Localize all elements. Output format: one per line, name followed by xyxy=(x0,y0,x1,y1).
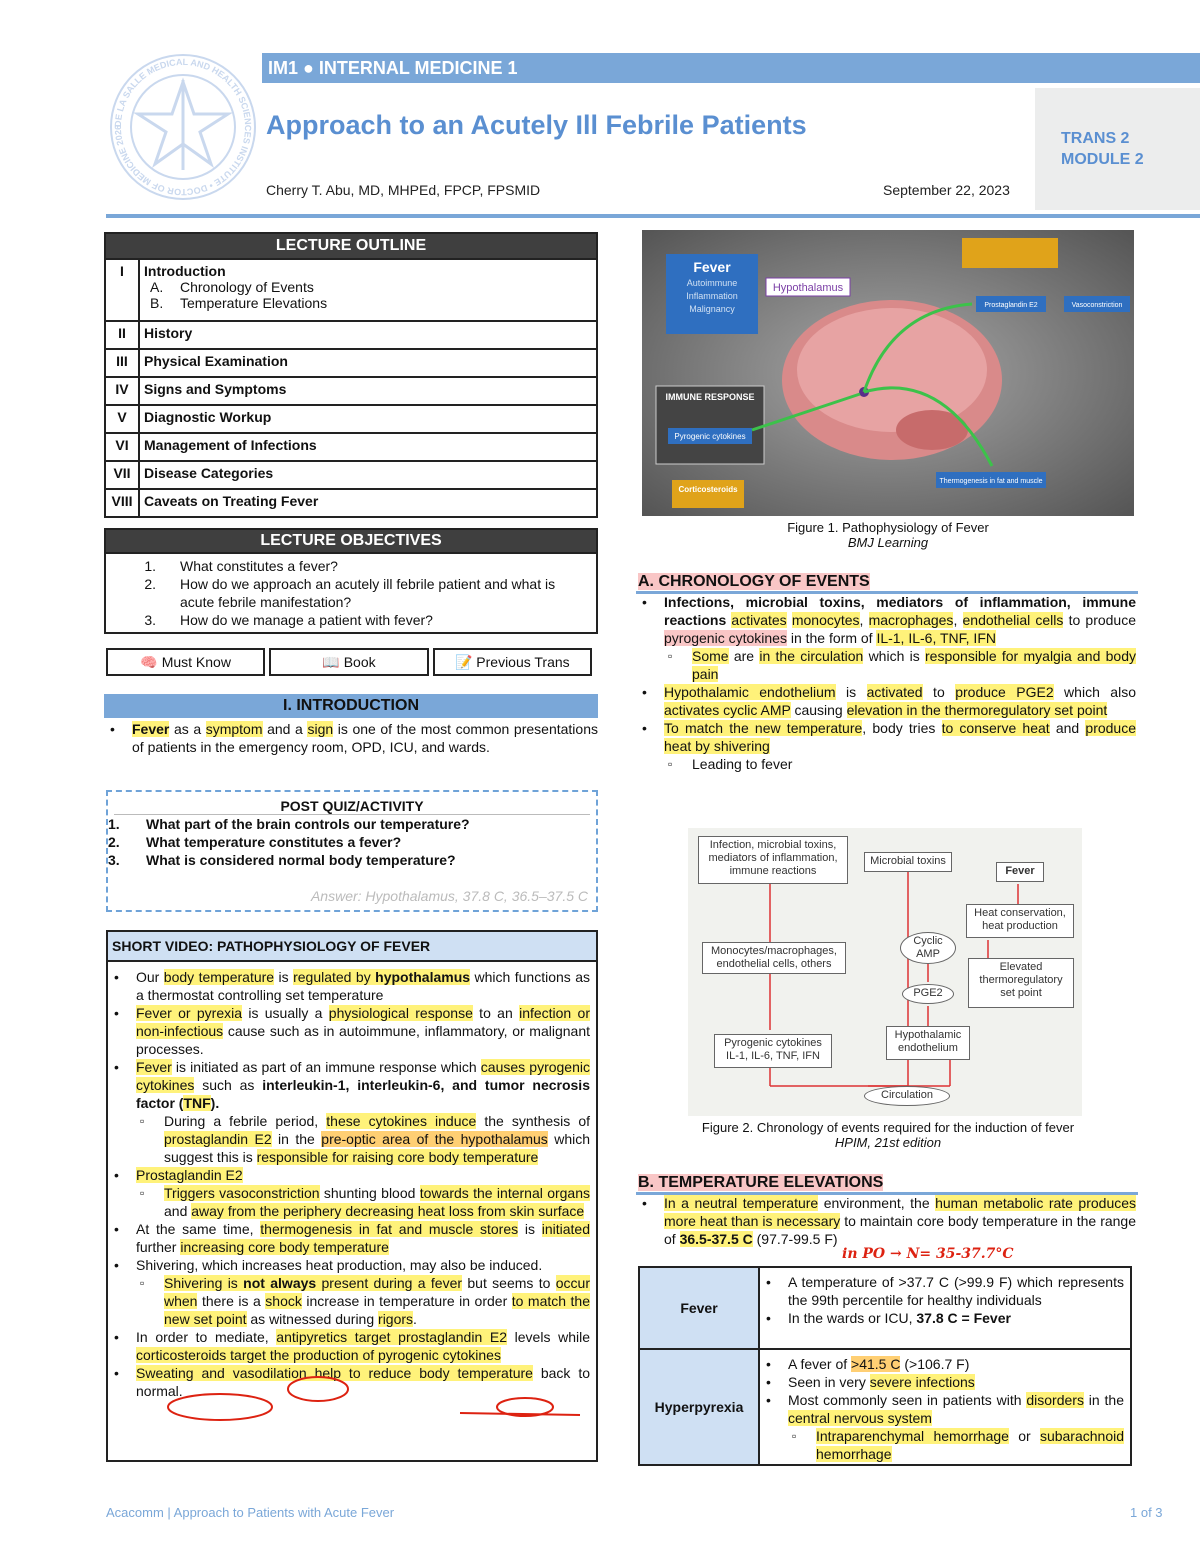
trans-label: TRANS 2 xyxy=(1061,130,1130,147)
objectives-title: LECTURE OBJECTIVES xyxy=(104,528,598,554)
video-bullet: • Our body temperature is regulated by hypothalamus which functions as a thermostat controlling set temperature xyxy=(108,968,590,1004)
section-b-label: B. TEMPERATURE ELEVATIONS xyxy=(638,1174,884,1191)
outline-num: II xyxy=(106,322,140,348)
section-a-list xyxy=(636,593,1136,773)
outline-row xyxy=(104,350,598,378)
lecture-outline xyxy=(104,232,598,518)
outline-label: Physical Examination xyxy=(144,353,288,369)
figure2-caption xyxy=(642,1120,1134,1150)
quiz-answer: Answer: Hypothalamus, 37.8 C, 36.5–37.5 C xyxy=(310,888,588,904)
legend-keys xyxy=(106,648,592,676)
outline-sub-letter: A. xyxy=(150,279,164,295)
outline-row xyxy=(104,322,598,350)
objective-item: 1. What constitutes a fever? xyxy=(144,558,338,574)
previous-trans-key: 📝 Previous Trans xyxy=(433,648,592,676)
outline-label: Diagnostic Workup xyxy=(144,409,272,425)
video-bullet: • Fever or pyrexia is usually a physiological response to an infection or non-infectious cause such as in autoimmune, inflammatory, or malignant processes. xyxy=(108,1004,590,1058)
section-a-title xyxy=(636,573,1138,594)
fig1-pge2: Prostaglandin E2 xyxy=(984,302,1038,309)
video-subbullet: ▫ Shivering is not always present during a fever but seems to occur when there is a shock increase in temperature in order to match the new set point as witnessed during rigors. xyxy=(136,1274,590,1328)
book-key: 📖 Book xyxy=(269,648,428,676)
intro-bullet: • Fever as a symptom and a sign is one of the most common presentations of patients in the emergency room, OPD, ICU, and wards. xyxy=(104,720,598,756)
table-row xyxy=(640,1350,1130,1464)
objective-item: 2. How do we approach an acutely ill febrile patient and what is acute febrile manifestation? xyxy=(144,576,556,610)
outline-num: I xyxy=(106,260,140,320)
outline-label: Introduction xyxy=(144,263,226,279)
module-label: MODULE 2 xyxy=(1061,151,1144,168)
video-notes xyxy=(108,962,596,1400)
section-a-bullet: • To match the new temperature, body tries to conserve heat and produce heat by shivering ▫ Leading to fever xyxy=(636,719,1136,773)
section-b-list xyxy=(636,1194,1136,1248)
outline-sub-letter: B. xyxy=(150,295,164,311)
fig2-box-cytokines: Pyrogenic cytokines IL-1, IL-6, TNF, IFN xyxy=(714,1034,832,1068)
logo-text: DE LA SALLE MEDICAL AND HEALTH SCIENCES INSTITUTE • DOCTOR OF MEDICINE 2026 xyxy=(112,56,254,198)
author: Cherry T. Abu, MD, MHPEd, FPCP, FPSMID xyxy=(266,182,541,198)
hyper-bullet: • Seen in very severe infections xyxy=(760,1373,1124,1391)
section-a-bullet: • Hypothalamic endothelium is activated to produce PGE2 which also activates cyclic AMP causing elevation in the thermoregulatory set point xyxy=(636,683,1136,719)
fig1-cortico: Corticosteroids xyxy=(678,485,738,494)
outline-num: V xyxy=(106,406,140,432)
fig1-vaso: Vasoconstriction xyxy=(1071,302,1123,309)
outline-row xyxy=(104,434,598,462)
page-title: Approach to an Acutely Ill Febrile Patients xyxy=(266,110,807,140)
video-bullet: • At the same time, thermogenesis in fat and muscle stores is initiated further increasing core body temperature xyxy=(108,1220,590,1256)
section-a-subbullet: ▫ Some are in the circulation which is responsible for myalgia and body pain xyxy=(664,647,1136,683)
outline-num: VII xyxy=(106,462,140,488)
outline-label: Disease Categories xyxy=(144,465,274,481)
fig1-source: BMJ Learning xyxy=(847,535,929,550)
outline-label: Caveats on Treating Fever xyxy=(144,493,319,509)
page-number: 1 of 3 xyxy=(1130,1505,1163,1520)
fig1-fever: Fever xyxy=(693,259,731,275)
outline-row xyxy=(104,462,598,490)
fig2-source: HPIM, 21st edition xyxy=(834,1135,942,1150)
quiz-item: 1. What part of the brain controls our temperature? xyxy=(108,816,470,832)
fig2-box-circulation: Circulation xyxy=(864,1086,950,1106)
quiz-item: 2. What temperature constitutes a fever? xyxy=(108,834,402,850)
trans-box xyxy=(1035,88,1200,210)
svg-text:Malignancy: Malignancy xyxy=(689,304,735,314)
fig1-immune: IMMUNE RESPONSE xyxy=(665,392,755,402)
fever-bullet: • A temperature of >37.7 C (>99.9 F) which represents the 99th percentile for healthy individuals xyxy=(760,1273,1124,1309)
outline-sub-label: Temperature Elevations xyxy=(180,295,328,311)
hyper-bullet: • Most commonly seen in patients with disorders in the central nervous system ▫ Intraparenchymal hemorrhage or subarachnoid hemorrhage xyxy=(760,1391,1124,1463)
handwritten-note: in PO → N= 35-37.7°C xyxy=(842,1246,1014,1262)
fig1-caption-text: Figure 1. Pathophysiology of Fever xyxy=(787,520,989,535)
fig1-hypothalamus: Hypothalamus xyxy=(772,282,844,294)
video-title: SHORT VIDEO: PATHOPHYSIOLOGY OF FEVER xyxy=(108,932,596,962)
must-know-key: 🧠 Must Know xyxy=(106,648,265,676)
svg-text:Autoimmune: Autoimmune xyxy=(686,278,738,288)
quiz-item: 3. What is considered normal body temperature? xyxy=(108,852,456,868)
section-b-title xyxy=(636,1174,1138,1195)
fig2-box-heat: Heat conservation, heat production xyxy=(966,904,1074,938)
outline-label: History xyxy=(144,325,193,341)
hyper-subbullet: ▫ Intraparenchymal hemorrhage or subarachnoid hemorrhage xyxy=(788,1427,1124,1463)
intro-list xyxy=(104,720,598,756)
outline-row xyxy=(104,260,598,322)
fig2-box-setpoint: Elevated thermoregulatory set point xyxy=(968,958,1074,1008)
video-bullet: • Shivering, which increases heat production, may also be induced. ▫ Shivering is not always present during a fever but seems to occur when there is a shock increase in temperature in order to match the new set point as witnessed during rigors. xyxy=(108,1256,590,1328)
fig2-box-toxins: Microbial toxins xyxy=(864,852,952,872)
video-subbullet: ▫ Triggers vasoconstriction shunting blood towards the internal organs and away from the periphery decreasing heat loss from skin surface xyxy=(136,1184,590,1220)
lecture-date: September 22, 2023 xyxy=(883,182,1010,198)
section-b-bullet: • In a neutral temperature environment, the human metabolic rate produces more heat than is necessary to maintain core body temperature in the range of 36.5-37.5 C (97.7-99.5 F) xyxy=(636,1194,1136,1248)
row-header-hyperpyrexia: Hyperpyrexia xyxy=(640,1350,760,1464)
outline-num: IV xyxy=(106,378,140,404)
video-bullet: • Sweating and vasodilation help to reduce body temperature back to normal. xyxy=(108,1364,590,1400)
video-subbullet: ▫ During a febrile period, these cytokines induce the synthesis of prostaglandin E2 in the pre-optic area of the hypothalamus which suggest this is responsible for raising core body temperature xyxy=(136,1112,590,1166)
fig2-box-infection: Infection, microbial toxins, mediators of inflammation, immune reactions xyxy=(698,836,848,884)
hyper-bullet: • A fever of >41.5 C (>106.7 F) xyxy=(760,1355,1124,1373)
lecture-objectives xyxy=(104,528,598,634)
fig1-thermo: Thermogenesis in fat and muscle xyxy=(939,478,1043,485)
institution-logo xyxy=(108,52,258,202)
svg-text:Inflammation: Inflammation xyxy=(686,291,738,301)
fig2-box-pge2: PGE2 xyxy=(902,984,954,1004)
introduction-section xyxy=(104,694,598,756)
fig2-box-hypothalamic: Hypothalamic endothelium xyxy=(886,1026,970,1060)
figure1-caption xyxy=(642,520,1134,550)
section-a-label: A. CHRONOLOGY OF EVENTS xyxy=(638,573,870,590)
figure-chronology xyxy=(688,828,1082,1116)
post-quiz xyxy=(106,790,598,912)
fig2-box-fever: Fever xyxy=(996,862,1044,882)
intro-title: I. INTRODUCTION xyxy=(104,694,598,718)
outline-num: VIII xyxy=(106,490,140,516)
fever-bullet: • In the wards or ICU, 37.8 C = Fever xyxy=(760,1309,1124,1327)
figure-pathophysiology xyxy=(642,230,1134,516)
footer-text: Acacomm | Approach to Patients with Acute Fever xyxy=(106,1505,395,1520)
fig1-pyro: Pyrogenic cytokines xyxy=(674,432,746,441)
fig2-caption-text: Figure 2. Chronology of events required for the induction of fever xyxy=(701,1120,1075,1135)
course-bar xyxy=(262,53,1200,83)
outline-num: VI xyxy=(106,434,140,460)
outline-row xyxy=(104,490,598,518)
temperature-table xyxy=(638,1266,1132,1466)
video-bullet: • In order to mediate, antipyretics target prostaglandin E2 levels while corticosteroids target the production of pyrogenic cytokines xyxy=(108,1328,590,1364)
outline-row xyxy=(104,378,598,406)
outline-sub-label: Chronology of Events xyxy=(180,279,314,295)
handwritten-annotations xyxy=(160,1375,600,1425)
row-header-fever: Fever xyxy=(640,1268,760,1348)
outline-row xyxy=(104,406,598,434)
video-bullet: • Prostaglandin E2 ▫ Triggers vasoconstriction shunting blood towards the internal organs and away from the periphery decreasing heat loss from skin surface xyxy=(108,1166,590,1220)
quiz-title: POST QUIZ/ACTIVITY xyxy=(114,798,590,815)
section-a-subbullet: ▫ Leading to fever xyxy=(664,755,1136,773)
outline-title: LECTURE OUTLINE xyxy=(104,232,598,260)
header-divider xyxy=(106,214,1200,218)
fig2-box-camp: Cyclic AMP xyxy=(900,932,956,964)
outline-label: Signs and Symptoms xyxy=(144,381,287,397)
table-row xyxy=(640,1268,1130,1350)
video-bullet: • Fever is initiated as part of an immune response which causes pyrogenic cytokines such as interleukin-1, interleukin-6, and tumor necrosis factor (TNF). ▫ During a febrile period, these cytokines induce the synthesis of prostaglandin E2 in the pre-optic area of the hypothalamus which suggest this is responsible for raising core body temperature xyxy=(108,1058,590,1166)
objective-item: 3. How do we manage a patient with fever? xyxy=(144,612,433,628)
course-label: IM1 ● INTERNAL MEDICINE 1 xyxy=(268,58,518,78)
outline-label: Management of Infections xyxy=(144,437,317,453)
section-a-bullet: • Infections, microbial toxins, mediators of inflammation, immune reactions activates monocytes, macrophages, endothelial cells to produce pyrogenic cytokines in the form of IL-1, IL-6, TNF, IFN ▫ Some are in the circulation which is responsible for myalgia and body pain xyxy=(636,593,1136,683)
outline-num: III xyxy=(106,350,140,376)
fig2-box-monocytes: Monocytes/macrophages, endothelial cells, others xyxy=(702,942,846,974)
